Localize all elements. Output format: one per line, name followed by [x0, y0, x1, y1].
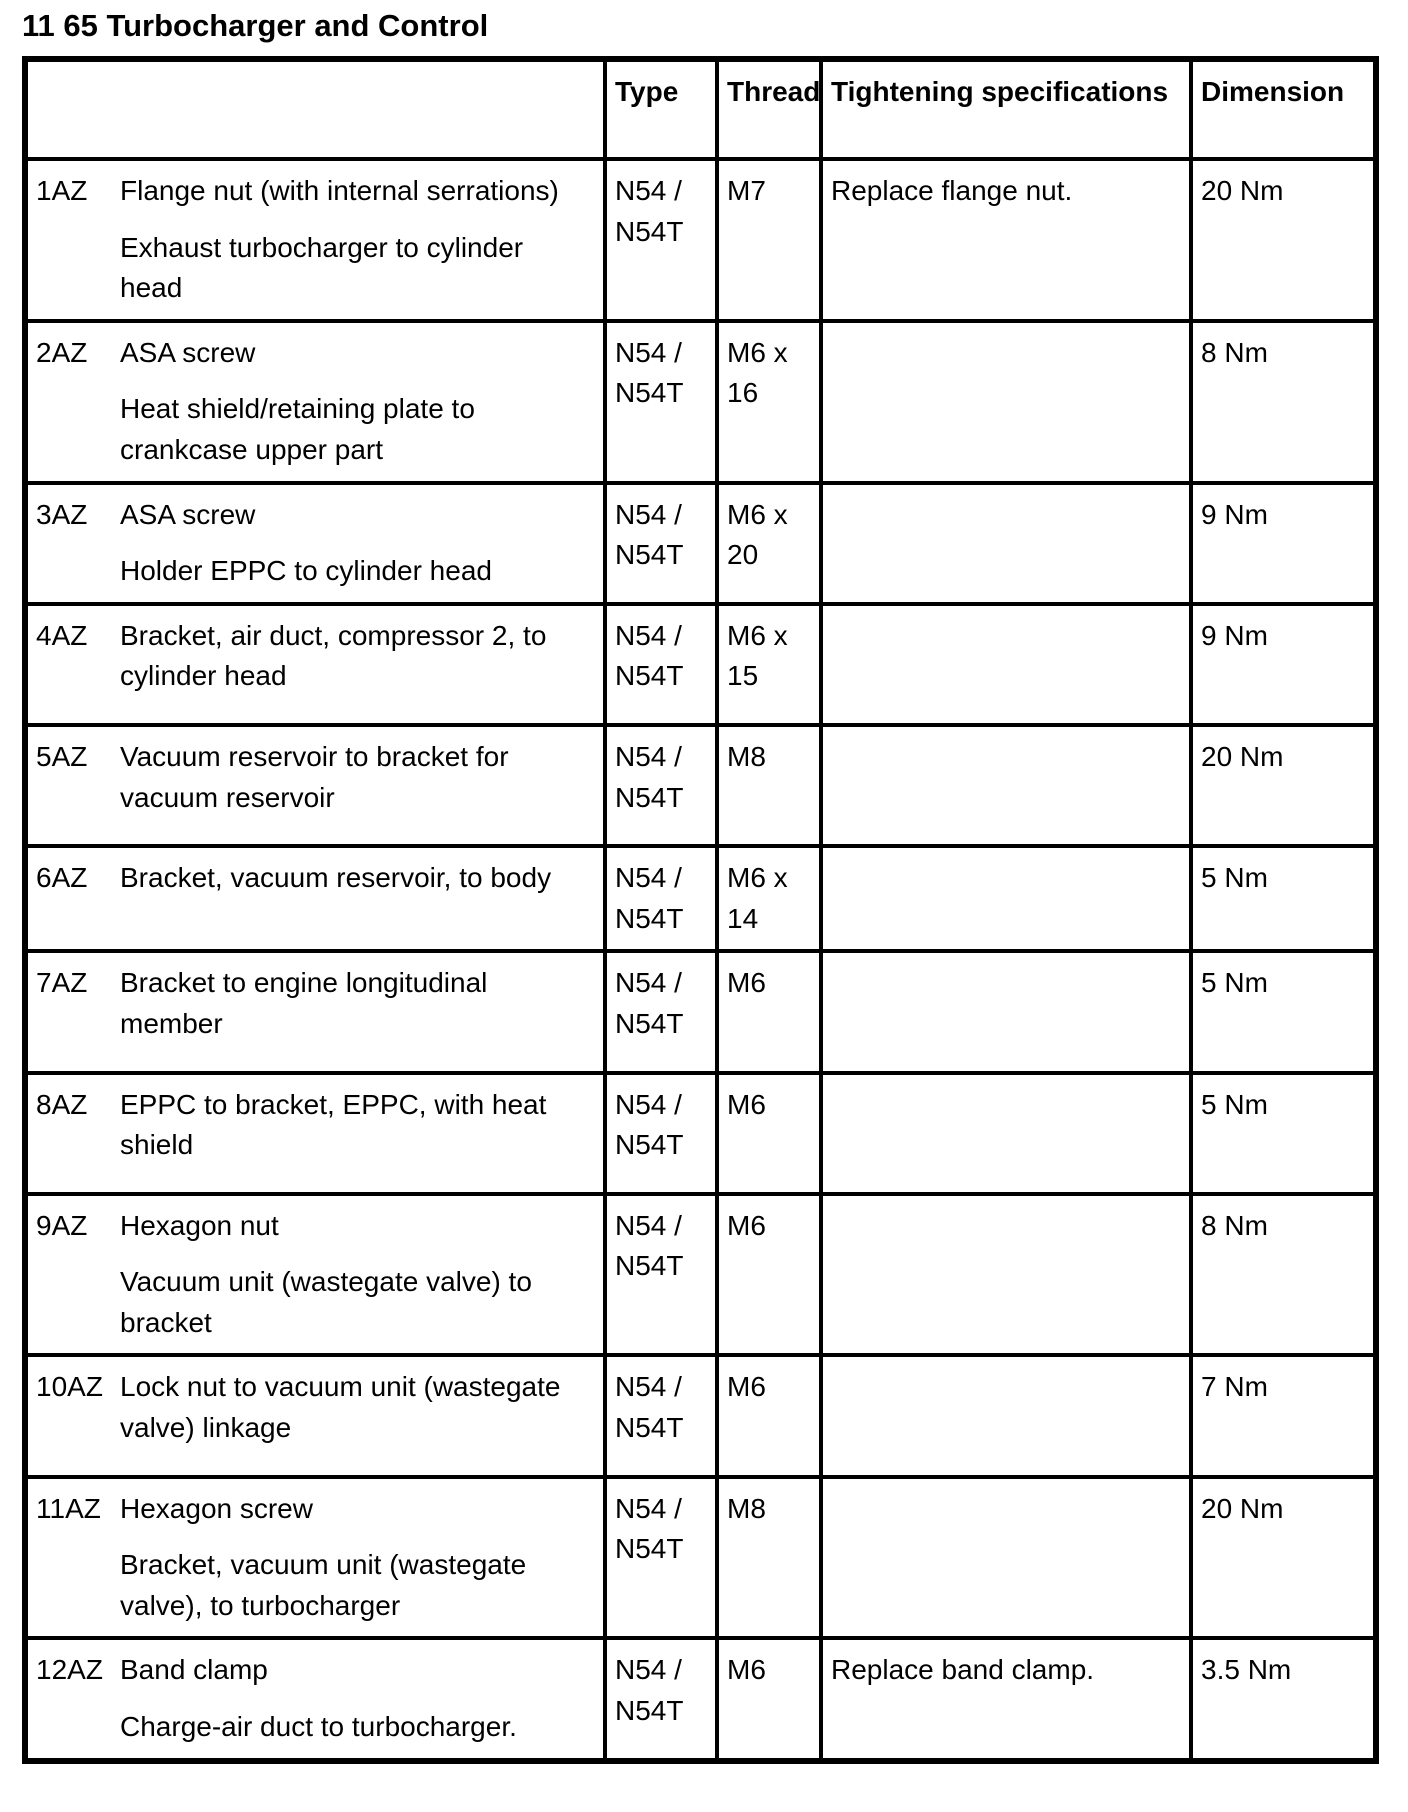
row-id: 11AZ [36, 1492, 101, 1524]
item-cell [25, 1355, 605, 1476]
table-row-12az [25, 1638, 1376, 1760]
thread-cell: M6 [717, 951, 821, 1072]
dimension-cell: 8 Nm [1191, 321, 1376, 483]
dimension-cell: 5 Nm [1191, 1073, 1376, 1194]
dimension-cell: 8 Nm [1191, 1194, 1376, 1356]
row-description [120, 1489, 595, 1627]
type-cell: N54 / N54T [605, 604, 717, 725]
type-cell: N54 / N54T [605, 1355, 717, 1476]
row-id: 8AZ [36, 1088, 88, 1120]
dimension-cell: 3.5 Nm [1191, 1638, 1376, 1760]
row-id: 3AZ [36, 498, 88, 530]
thread-cell: M6 [717, 1638, 821, 1760]
item-cell [25, 1073, 605, 1194]
item-cell [25, 725, 605, 846]
row-description [120, 1206, 595, 1344]
header-cell-type: Type [605, 59, 717, 159]
item-cell [25, 159, 605, 321]
dimension-cell: 7 Nm [1191, 1355, 1376, 1476]
dimension-cell: 20 Nm [1191, 159, 1376, 321]
tightening-cell [821, 951, 1191, 1072]
description-line: Hexagon nut [120, 1209, 279, 1241]
description-line: ASA screw [120, 498, 256, 530]
row-id: 12AZ [36, 1654, 103, 1686]
thread-cell: M6 [717, 1073, 821, 1194]
item-cell [25, 483, 605, 604]
table-row-9az [25, 1194, 1376, 1356]
tightening-cell [821, 604, 1191, 725]
torque-spec-table [22, 56, 1379, 1764]
thread-cell: M6 x 16 [717, 321, 821, 483]
row-description [120, 1650, 595, 1747]
item-cell [25, 951, 605, 1072]
row-description [120, 616, 595, 713]
description-line: Holder EPPC to cylinder head [120, 555, 492, 587]
table-row-4az [25, 604, 1376, 725]
item-cell [25, 604, 605, 725]
type-cell: N54 / N54T [605, 1477, 717, 1639]
type-cell: N54 / N54T [605, 159, 717, 321]
type-cell: N54 / N54T [605, 321, 717, 483]
page-title: 11 65 Turbocharger and Control [22, 8, 489, 43]
thread-cell: M8 [717, 1477, 821, 1639]
table-row-3az [25, 483, 1376, 604]
row-id: 1AZ [36, 175, 88, 206]
type-cell: N54 / N54T [605, 1073, 717, 1194]
type-cell: N54 / N54T [605, 846, 717, 951]
tightening-cell [821, 1477, 1191, 1639]
item-cell [25, 321, 605, 483]
row-description [120, 1367, 595, 1464]
table-row-2az [25, 321, 1376, 483]
description-line: Exhaust turbocharger to cylinder head [120, 231, 524, 304]
thread-cell: M6 x 20 [717, 483, 821, 604]
item-cell [25, 1638, 605, 1760]
dimension-cell: 20 Nm [1191, 725, 1376, 846]
description-line: Lock nut to vacuum unit (wastegate valve) linkage [120, 1371, 561, 1444]
thread-cell: M7 [717, 159, 821, 321]
dimension-cell: 9 Nm [1191, 604, 1376, 725]
tightening-cell [821, 846, 1191, 951]
thread-cell: M6 x 15 [717, 604, 821, 725]
description-line: Bracket to engine longitudinal member [120, 967, 488, 1039]
type-cell: N54 / N54T [605, 951, 717, 1072]
row-id: 9AZ [36, 1209, 88, 1241]
row-description [120, 333, 595, 471]
item-cell [25, 1194, 605, 1356]
tightening-cell [821, 1194, 1191, 1356]
thread-cell: M6 [717, 1194, 821, 1356]
tightening-cell: Replace band clamp. [821, 1638, 1191, 1760]
tightening-cell: Replace flange nut. [821, 159, 1191, 321]
dimension-cell: 9 Nm [1191, 483, 1376, 604]
row-id: 7AZ [36, 967, 88, 999]
type-cell: N54 / N54T [605, 1194, 717, 1356]
row-id: 5AZ [36, 740, 88, 772]
table-row-8az [25, 1073, 1376, 1194]
description-line: Bracket, vacuum reservoir, to body [120, 862, 552, 894]
thread-cell: M6 [717, 1355, 821, 1476]
tightening-cell [821, 1073, 1191, 1194]
thread-cell: M8 [717, 725, 821, 846]
table-row-7az [25, 951, 1376, 1072]
tightening-cell [821, 725, 1191, 846]
header-cell-dimension: Dimension [1191, 59, 1376, 159]
item-cell [25, 846, 605, 951]
description-line: EPPC to bracket, EPPC, with heat shield [120, 1088, 547, 1161]
table-row-5az [25, 725, 1376, 846]
header-cell-thread: Thread [717, 59, 821, 159]
header-row [25, 59, 1376, 159]
row-id: 10AZ [36, 1371, 103, 1403]
table-row-6az [25, 846, 1376, 951]
row-description [120, 737, 595, 834]
row-description [120, 963, 595, 1060]
description-line: Hexagon screw [120, 1492, 313, 1524]
type-cell: N54 / N54T [605, 483, 717, 604]
row-description [120, 858, 595, 915]
row-description [120, 1085, 595, 1182]
table-row-1az [25, 159, 1376, 321]
tightening-cell [821, 483, 1191, 604]
row-description [120, 495, 595, 592]
row-description [120, 171, 595, 309]
header-cell-tightening: Tightening specifications [821, 59, 1191, 159]
description-line: Band clamp [120, 1654, 268, 1686]
tightening-cell [821, 321, 1191, 483]
table-header [25, 59, 1376, 159]
description-line: Vacuum unit (wastegate valve) to bracket [120, 1266, 532, 1338]
tightening-cell [821, 1355, 1191, 1476]
dimension-cell: 5 Nm [1191, 846, 1376, 951]
thread-cell: M6 x 14 [717, 846, 821, 951]
description-line: Bracket, air duct, compressor 2, to cylinder head [120, 619, 547, 692]
row-id: 6AZ [36, 862, 88, 894]
dimension-cell: 20 Nm [1191, 1477, 1376, 1639]
description-line: Charge-air duct to turbocharger. [120, 1711, 517, 1743]
table-row-11az [25, 1477, 1376, 1639]
description-line: Vacuum reservoir to bracket for vacuum reservoir [120, 740, 509, 813]
table-row-10az [25, 1355, 1376, 1476]
description-line: Heat shield/retaining plate to crankcase upper part [120, 393, 475, 465]
row-id: 2AZ [36, 336, 88, 368]
header-cell-item [25, 59, 605, 159]
description-line: Bracket, vacuum unit (wastegate valve), to turbocharger [120, 1549, 527, 1621]
type-cell: N54 / N54T [605, 725, 717, 846]
type-cell: N54 / N54T [605, 1638, 717, 1760]
row-id: 4AZ [36, 619, 88, 651]
table-body [25, 159, 1376, 1761]
description-line: Flange nut (with internal serrations) [120, 175, 559, 206]
description-line: ASA screw [120, 336, 256, 368]
item-cell [25, 1477, 605, 1639]
dimension-cell: 5 Nm [1191, 951, 1376, 1072]
